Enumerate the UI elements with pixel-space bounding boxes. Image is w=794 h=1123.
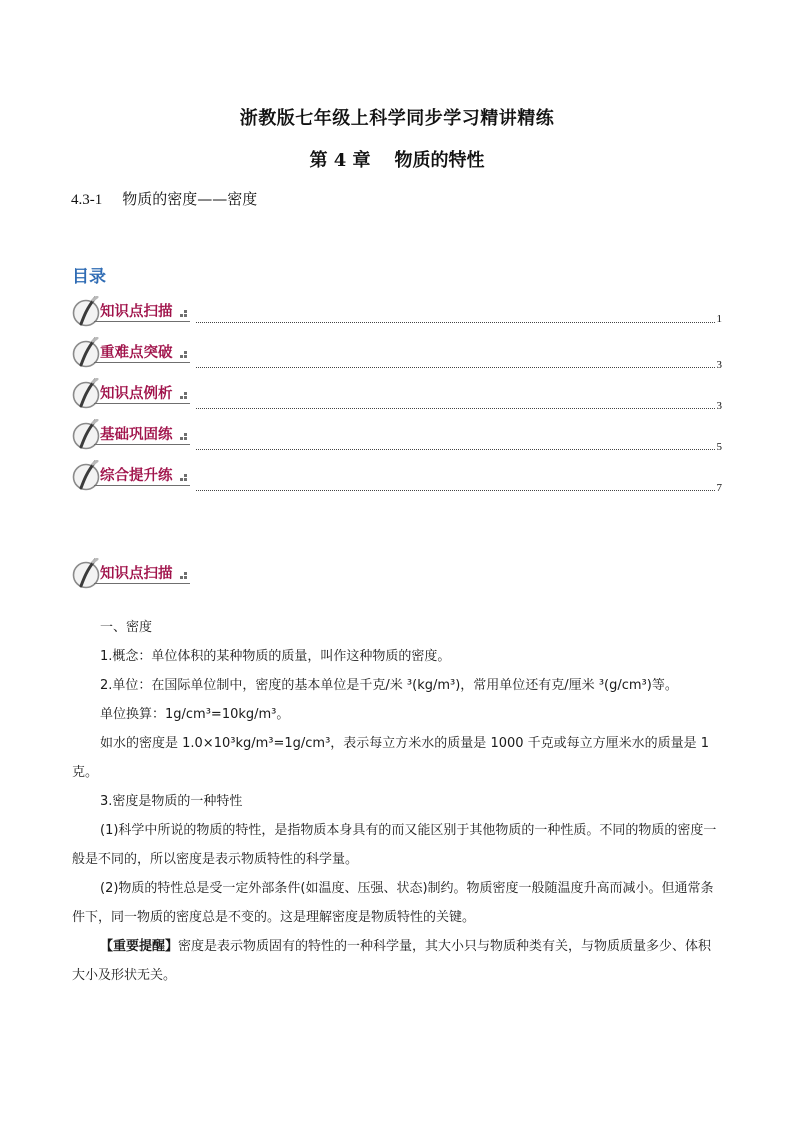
toc-badge: [72, 378, 196, 410]
toc-entry-label: 基础巩固练: [100, 426, 173, 443]
toc-entry-key-points[interactable]: [72, 337, 722, 377]
important-note-label: 【重要提醒】: [100, 939, 179, 954]
toc-entry-label: 综合提升练: [100, 467, 173, 484]
pencil-badge-icon: [72, 558, 102, 590]
section-body: [72, 613, 724, 990]
toc-badge: [72, 419, 196, 451]
pencil-badge-icon: [72, 337, 102, 369]
chapter-name: 物质的特性: [394, 150, 485, 171]
toc-leader: [196, 408, 715, 409]
toc-entry-basic-practice[interactable]: [72, 419, 722, 459]
section-title: [71, 188, 257, 209]
toc-page-number: 3: [716, 400, 722, 412]
toc-page-number: 3: [716, 359, 722, 371]
toc-badge: [72, 337, 196, 369]
toc-entry-examples[interactable]: [72, 378, 722, 418]
paragraph-conversion: 单位换算：1g/cm³=10kg/m³。: [100, 707, 290, 722]
paragraph-property-2: (2)物质的特性总是受一定外部条件(如温度、压强、状态)制约。物质密度一般随温度升高而减小。但通常条件下，同一物质的密度总是不变的。这是理解密度是物质特性的关键。: [72, 881, 714, 925]
toc-page-number: 5: [716, 441, 722, 453]
pencil-badge-icon: [72, 460, 102, 492]
section-badge-label: 知识点扫描: [100, 565, 173, 582]
paragraph-property-heading: 3.密度是物质的一种特性: [100, 794, 243, 809]
paragraph-concept: 1.概念：单位体积的某种物质的质量，叫作这种物质的密度。: [100, 649, 451, 664]
toc-leader: [196, 449, 715, 450]
pencil-badge-icon: [72, 419, 102, 451]
toc-page-number: 1: [716, 313, 722, 325]
toc-badge: [72, 460, 196, 492]
toc-entry-label: 知识点扫描: [100, 303, 173, 320]
paragraph-important-note: [72, 932, 724, 990]
toc-entry-advanced-practice[interactable]: [72, 460, 722, 500]
paragraph-unit: 2.单位：在国际单位制中，密度的基本单位是千克/米 ³(kg/m³)，常用单位还有克/厘米 ³(g/cm³)等。: [100, 678, 678, 693]
paragraph-property-1: (1)科学中所说的物质的特性，是指物质本身具有的而又能区别于其他物质的一种性质。不同的物质的密度一般是不同的，所以密度是表示物质特性的科学量。: [72, 823, 717, 867]
paragraph-water-example: 如水的密度是 1.0×10³kg/m³=1g/cm³，表示每立方米水的质量是 1000 千克或每立方厘米水的质量是 1 克。: [72, 736, 710, 780]
section-name: 物质的密度——密度: [122, 190, 258, 208]
chapter-title: [0, 146, 794, 172]
toc-page-number: 7: [716, 482, 722, 494]
chapter-number: 第 4 章: [309, 150, 371, 171]
toc-leader: [196, 367, 715, 368]
section-heading: 一、密度: [100, 620, 153, 635]
toc-leader: [196, 322, 715, 323]
section-badge: [72, 558, 196, 590]
section-number: 4.3-1: [71, 192, 103, 208]
document-title: 浙教版七年级上科学同步学习精讲精练: [239, 108, 555, 129]
toc-entry-label: 重难点突破: [100, 344, 173, 361]
toc-entry-label: 知识点例析: [100, 385, 173, 402]
toc-heading: 目录: [72, 267, 106, 287]
pencil-badge-icon: [72, 296, 102, 328]
toc-leader: [196, 490, 715, 491]
toc-entry-knowledge-scan[interactable]: [72, 296, 722, 336]
toc-badge: [72, 296, 196, 328]
important-note-text: 密度是表示物质固有的特性的一种科学量，其大小只与物质种类有关，与物质质量多少、体积大小及形状无关。: [72, 939, 712, 983]
pencil-badge-icon: [72, 378, 102, 410]
